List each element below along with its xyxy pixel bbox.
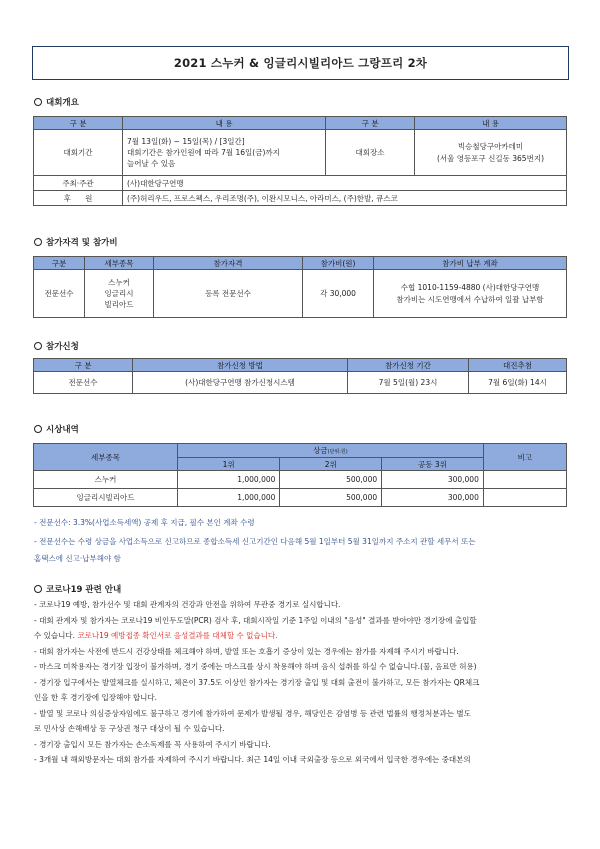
list-item: 인을 한 후 경기장에 입장해야 합니다.	[34, 693, 157, 702]
circle-bullet-icon	[34, 342, 42, 350]
overview-header: 내 용	[123, 117, 326, 130]
page-title: 2021 스누커 & 잉글리시빌리아드 그랑프리 2차	[32, 46, 569, 80]
awards-subheader: 1위	[177, 458, 279, 471]
award-prize: 1,000,000	[177, 489, 279, 507]
overview-header: 구 분	[34, 117, 123, 130]
eligibility-table	[33, 256, 567, 318]
list-item: - 3개월 내 해외방문자는 대회 참가를 자제하여 주시기 바랍니다. 최근 14일 이내 국외출장 등으로 외국에서 입국한 경우에는 중대본의	[34, 755, 471, 764]
vaccine-warning: 코로나19 예방접종 확인서로 음성결과를 대체할 수 없습니다.	[77, 631, 278, 640]
tax-note: - 전문선수는 수령 상금을 사업소득으로 신고하므로 종합소득세 신고기간인 다음해 5월 1일부터 5월 31일까지 주소지 관할 세무서 또는	[34, 537, 476, 546]
section-application-heading	[34, 340, 79, 352]
covid-list	[34, 597, 566, 768]
host-label: 주최·주관	[34, 176, 123, 191]
award-prize: 500,000	[280, 471, 382, 489]
list-item: - 대회 관계자 및 참가자는 코로나19 비인두도말(PCR) 검사 후, 대회시작일 기준 1주일 이내의 "음성" 결과를 받아야만 경기장에 출입할	[34, 615, 477, 625]
account-line: 참가비는 시도연맹에서 수납하여 일괄 납부함	[396, 294, 544, 304]
sponsor-label: 후 원	[34, 191, 123, 206]
awards-header-unit: (단위:원)	[327, 449, 348, 455]
section-overview-heading	[34, 96, 79, 108]
section-awards-heading	[34, 423, 79, 435]
overview-header: 구 분	[326, 117, 415, 130]
list-item: 수 있습니다.	[34, 631, 75, 640]
circle-bullet-icon	[34, 425, 42, 433]
award-prize: 300,000	[382, 489, 484, 507]
application-cell: 전문선수	[34, 372, 133, 394]
list-item: - 발열 및 코로나 의심증상자임에도 불구하고 경기에 참가하여 문제가 발생될 경우, 해당인은 감염병 등 관련 법률의 행정처분과는 별도	[34, 708, 471, 718]
tax-notes	[34, 514, 568, 567]
award-prize: 300,000	[382, 471, 484, 489]
awards-table	[33, 443, 567, 507]
period-label: 대회기간	[34, 130, 123, 176]
list-item: - 대회 참가자는 사전에 반드시 건강상태를 체크해야 하며, 발열 또는 호흡기 증상이 있는 경우에는 참가를 자제해 주시기 바랍니다.	[34, 646, 459, 656]
eligibility-row-type: 전문선수	[34, 270, 85, 318]
eligibility-header: 참가비(원)	[303, 257, 374, 270]
application-table	[33, 358, 567, 394]
eligibility-header: 세부종목	[85, 257, 154, 270]
circle-bullet-icon	[34, 585, 42, 593]
list-item: - 코로나19 예방, 참가선수 및 대회 관계자의 건강과 안전을 위하여 무관중 경기로 실시합니다.	[34, 600, 341, 609]
award-prize: 500,000	[280, 489, 382, 507]
section-covid-heading	[34, 583, 121, 595]
venue-line: (서울 영등포구 신길동 365번지)	[436, 153, 544, 163]
section-awards-label: 시상내역	[46, 425, 79, 435]
section-covid-label: 코로나19 관련 안내	[46, 585, 122, 595]
awards-subheader: 2위	[280, 458, 382, 471]
award-prize: 1,000,000	[177, 471, 279, 489]
overview-header: 내 용	[415, 117, 567, 130]
section-application-label: 참가신청	[46, 342, 79, 352]
table-row	[34, 471, 567, 489]
table-row	[34, 489, 567, 507]
application-header: 참가신청 기간	[348, 359, 469, 372]
awards-subheader: 공동 3위	[382, 458, 484, 471]
eligibility-header: 참가자격	[154, 257, 303, 270]
account-line: 수협 1010-1159-4880 (사)대한당구연맹	[400, 282, 540, 292]
award-note	[483, 489, 566, 507]
application-cell: 7월 5일(월) 23시	[348, 372, 469, 394]
list-item: - 경기장 입구에서는 발열체크를 실시하고, 체온이 37.5도 이상인 참가자는 경기장 출입 및 대회 출전이 불가하고, 모든 참가자는 QR체크	[34, 677, 480, 687]
tax-note: 홈택스에 신고·납부해야 함	[34, 554, 121, 563]
list-item: 로 민사상 손해배상 등 구상권 청구 대상이 될 수 있습니다.	[34, 724, 225, 733]
tax-note: - 전문선수: 3.3%(사업소득세액) 공제 후 지급, 필수 본인 계좌 수령	[34, 518, 255, 527]
circle-bullet-icon	[34, 98, 42, 106]
period-line: 늘어날 수 있음	[127, 159, 176, 168]
event-line: 빌리아드	[104, 300, 134, 309]
entry-fee: 각 30,000	[303, 270, 374, 318]
section-overview-label: 대회개요	[46, 98, 79, 108]
award-note	[483, 471, 566, 489]
eligibility-header: 구분	[34, 257, 85, 270]
overview-table	[33, 116, 567, 206]
host-value: (사)대한당구연맹	[123, 176, 567, 191]
qualification: 등록 전문선수	[154, 270, 303, 318]
sponsor-value: (주)허리우드, 프로스펙스, 우리조명(주), 이완시모니스, 아라미스, (주)한발, 큐스코	[123, 191, 567, 206]
application-header: 구 분	[34, 359, 133, 372]
section-eligibility-label: 참가자격 및 참가비	[46, 238, 118, 248]
venue-label: 대회장소	[326, 130, 415, 176]
awards-header-event: 세부종목	[34, 444, 178, 471]
eligibility-header: 참가비 납부 계좌	[374, 257, 567, 270]
list-item: - 경기장 출입시 모든 참가자는 손소독제를 꼭 사용하여 주시기 바랍니다.	[34, 739, 271, 749]
application-header: 대진추첨	[469, 359, 567, 372]
event-line: 잉글리시	[104, 289, 134, 298]
venue-line: 빅승철당구아카데미	[457, 141, 524, 151]
list-item: - 마스크 미착용자는 경기장 입장이 불가하며, 경기 중에는 마스크를 상시 착용해야 하며 음식 섭취를 하실 수 없습니다.(물, 음료만 허용)	[34, 662, 477, 671]
section-eligibility-heading	[34, 236, 118, 248]
application-cell: (사)대한당구연맹 참가신청시스템	[133, 372, 348, 394]
awards-header-prize: 상금	[313, 446, 328, 455]
circle-bullet-icon	[34, 238, 42, 246]
award-event: 잉글리시빌리아드	[34, 489, 178, 507]
event-line: 스누커	[108, 278, 130, 287]
period-line: 7월 13일(화) ~ 15일(목) / [3일간]	[127, 137, 245, 146]
awards-header-note: 비고	[483, 444, 566, 471]
period-line: 대회기간은 참가인원에 따라 7월 16일(금)까지	[127, 148, 280, 157]
application-header: 참가신청 방법	[133, 359, 348, 372]
application-cell: 7월 6일(화) 14시	[469, 372, 567, 394]
award-event: 스누커	[34, 471, 178, 489]
